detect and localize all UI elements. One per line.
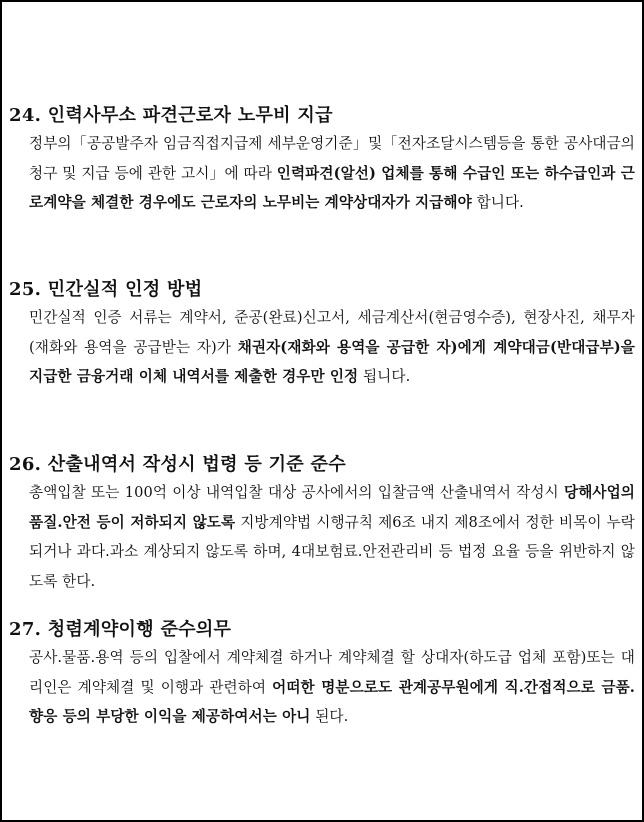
text-run: 총액입찰 또는 100억 이상 내역입찰 대상 공사에서의 입찰금액 산출내역서 작성시 <box>29 484 564 501</box>
section-heading: 25. 민간실적 인정 방법 <box>9 279 203 300</box>
emphasis-run: 어떠한 명분으로도 관계공무원에게 직.간접적으로 금품.향응 등의 부당한 이익을 제공하여서는 아니 <box>29 678 635 725</box>
emphasis-run: 당해사업의 품질.안전 등이 저하되지 않도록 <box>29 484 635 531</box>
section-heading: 26. 산출내역서 작성시 법령 등 기준 준수 <box>9 454 346 475</box>
section-24 <box>9 103 637 218</box>
emphasis-run: 인력파견(알선) 업체를 통해 수급인 또는 하수급인과 근로계약을 체결한 경우에도 근로자의 노무비는 계약상대자가 지급해야 <box>29 164 635 211</box>
emphasis-run: 채권자(재화와 용역을 공급한 자)에게 계약대금(반대급부)을 지급한 금융거래 이체 내역서를 제출한 경우만 인정 <box>29 338 635 385</box>
text-run: 정부의「공공발주자 임금직접지급제 세부운영기준」및「전자조달시스템등을 통한 공사대금의 청구 및 지급 등에 관한 고시」에 따라 <box>29 135 635 182</box>
text-run: 공사.물품.용역 등의 입찰에서 계약체결 하거나 계약체결 할 상대자(하도급 업체 포함)또는 대리인은 계약체결 및 이행과 관련하여 <box>29 649 635 696</box>
section-heading: 27. 청렴계약이행 준수의무 <box>9 619 232 640</box>
section-body <box>9 129 637 218</box>
text-run: 지방계약법 시행규칙 제6조 내지 제8조에서 정한 비목이 누락되거나 과다.과소 계상되지 않도록 하며, 4대보험료.안전관리비 등 법정 요율 등을 위반하지 않도록 한다. <box>29 513 635 590</box>
text-run: 민간실적 인증 서류는 계약서, 준공(완료)신고서, 세금계산서(현금영수증), 현장사진, 채무자(재화와 용역을 공급받는 자)가 <box>29 309 635 356</box>
section-26 <box>9 452 637 596</box>
text-run: 된다. <box>310 708 349 725</box>
text-run: 합니다. <box>471 194 524 211</box>
section-body <box>9 643 637 732</box>
section-27 <box>9 617 637 732</box>
section-body <box>9 478 637 596</box>
text-run: 됩니다. <box>358 368 411 385</box>
section-25 <box>9 277 637 392</box>
section-heading: 24. 인력사무소 파견근로자 노무비 지급 <box>9 105 333 126</box>
section-body <box>9 303 637 392</box>
